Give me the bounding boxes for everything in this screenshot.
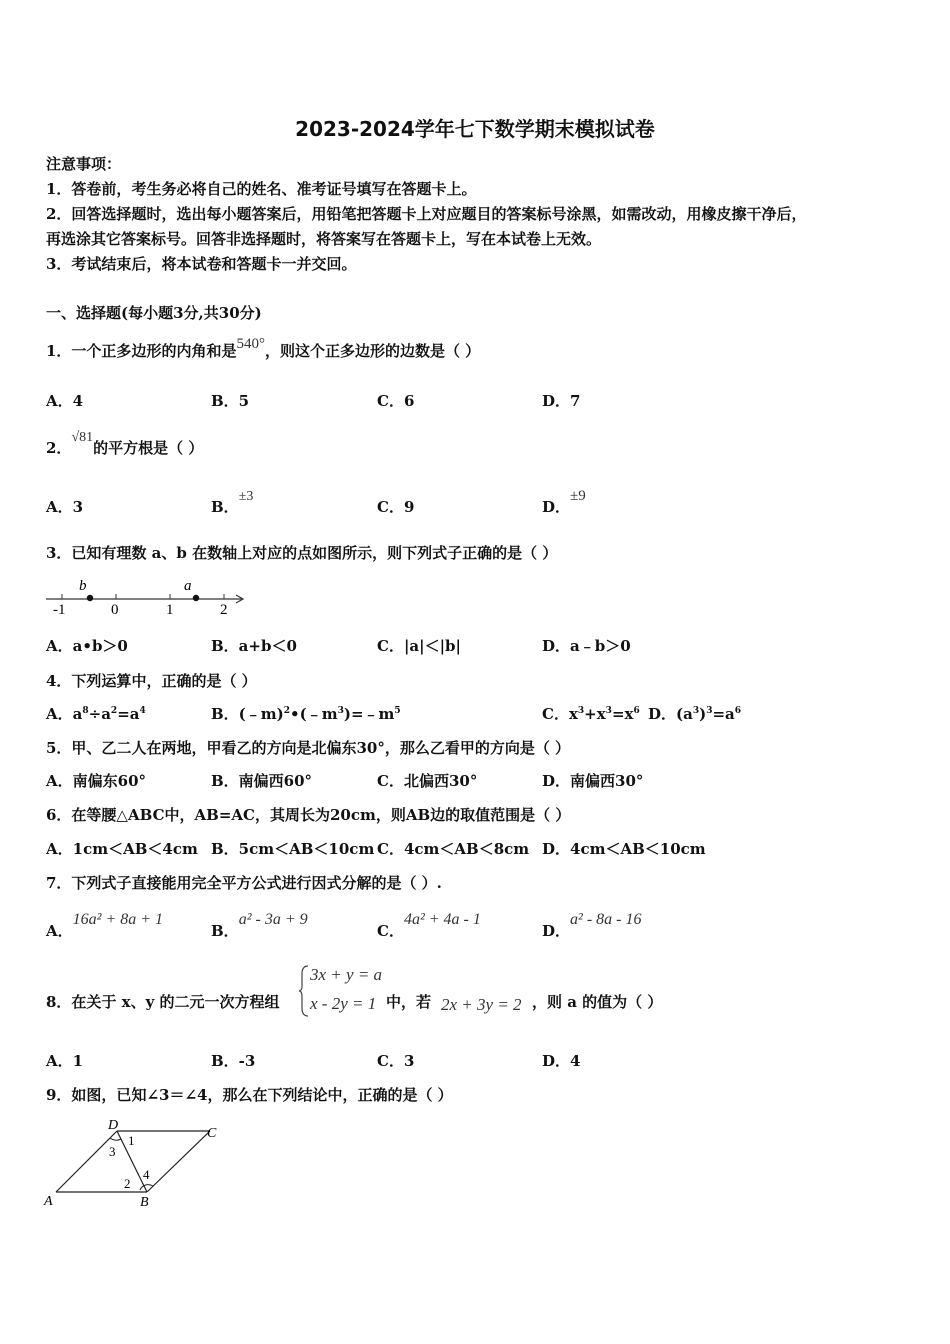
q4-b-text: )=﹣m [343, 705, 395, 723]
point-a [193, 595, 199, 601]
q4-c-exp: 6 [633, 706, 640, 716]
q7-c-math: 4a² + 4a - 1 [403, 911, 481, 928]
q4-a-text: A．a [46, 705, 83, 723]
q2-option-d[interactable] [542, 488, 586, 517]
q2-option-b-label: B． [211, 498, 239, 516]
question-4: 4．下列运算中，正确的是（ ） [46, 672, 257, 690]
page-title: 2023-2024学年七下数学期末模拟试卷 [295, 117, 655, 141]
q1-math: 540° [236, 336, 265, 352]
point-b-label: b [79, 578, 87, 594]
q4-c-text: C．x [542, 705, 578, 723]
q5-option-b[interactable]: B．南偏西60° [211, 772, 313, 790]
q2-option-b[interactable] [211, 489, 254, 517]
vertex-c-label: C [207, 1126, 217, 1141]
q7-d-math: a² - 8a - 16 [570, 911, 642, 928]
notice-item-1: 1．答卷前，考生务必将自己的姓名、准考证号填写在答题卡上。 [46, 180, 477, 198]
q7-option-b[interactable] [211, 911, 308, 941]
tick-label: 1 [166, 602, 174, 618]
q7-option-a[interactable] [46, 911, 164, 941]
q2-option-b-math: ±3 [238, 489, 254, 504]
q3-option-c[interactable]: C．|a|＜|b| [377, 637, 461, 655]
q4-d-text: ) [699, 705, 707, 723]
q8-stem-pre: 8．在关于 x、y 的二元一次方程组 [46, 993, 280, 1011]
q8-option-c[interactable]: C．3 [377, 1052, 415, 1070]
q8-condition: 2x + 3y = 2 [441, 995, 522, 1014]
q3-option-a[interactable]: A．a•b＞0 [46, 637, 128, 655]
vertex-a-label: A [44, 1194, 53, 1209]
question-3: 3．已知有理数 a、b 在数轴上对应的点如图所示，则下列式子正确的是（ ） [46, 544, 558, 562]
q8-stem-mid: 中，若 [386, 993, 432, 1011]
q4-d-exp: 3 [692, 706, 700, 716]
q6-option-a[interactable]: A．1cm＜AB＜4cm [46, 840, 198, 858]
q7-a-math: 16a² + 8a + 1 [72, 911, 164, 928]
q2-option-a[interactable]: A．3 [46, 498, 84, 516]
q7-option-d[interactable] [542, 911, 642, 941]
angle-3-label: 3 [109, 1144, 116, 1159]
q2-option-d-label: D． [542, 498, 571, 516]
q3-option-d[interactable]: D．a﹣b＞0 [542, 637, 631, 655]
tick-label: 0 [111, 602, 119, 618]
q4-b-exp: 5 [394, 706, 401, 716]
q8-stem-post: ，则 a 的值为（ ） [532, 993, 663, 1011]
q4-option-d[interactable] [648, 703, 741, 724]
q6-option-b[interactable]: B．5cm＜AB＜10cm [211, 840, 375, 858]
brace-icon [298, 964, 310, 1018]
question-6: 6．在等腰△ABC中，AB=AC，其周长为20cm，则AB边的取值范围是（ ） [46, 806, 571, 824]
q8-equation-1: 3x + y = a [310, 965, 383, 984]
q8-equation-2: x - 2y = 1 [310, 994, 377, 1013]
q4-b-exp: 3 [337, 706, 344, 716]
q4-a-exp: 4 [139, 706, 146, 716]
q7-option-c[interactable] [377, 911, 481, 941]
q4-b-text: •(﹣m [290, 705, 338, 723]
q4-option-b[interactable] [211, 703, 401, 724]
q2-math: √81 [71, 430, 94, 445]
question-7: 7．下列式子直接能用完全平方公式进行因式分解的是（ ）. [46, 874, 442, 892]
q4-c-text: +x [584, 705, 606, 723]
q4-a-text: =a [117, 705, 140, 723]
q1-option-c[interactable]: C．6 [377, 392, 415, 410]
q4-d-text: D．(a [648, 705, 693, 723]
angle-2-label: 2 [124, 1176, 131, 1191]
point-a-label: a [184, 578, 192, 594]
angle-1-label: 1 [128, 1133, 135, 1148]
q7-b-math: a² - 3a + 9 [238, 911, 308, 928]
q4-d-exp: 3 [706, 706, 713, 716]
q3-option-b[interactable]: B．a+b＜0 [211, 637, 297, 655]
notice-heading: 注意事项： [46, 155, 122, 173]
question-1 [46, 336, 481, 361]
q4-a-exp: 8 [82, 706, 89, 716]
q8-option-b[interactable]: B．-3 [211, 1052, 256, 1070]
q5-option-a[interactable]: A．南偏东60° [46, 772, 147, 790]
vertex-d-label: D [108, 1118, 119, 1133]
q1-option-a[interactable]: A．4 [46, 392, 84, 410]
q1-stem-pre: 1．一个正多边形的内角和是 [46, 342, 237, 360]
q2-stem-pre: 2． [46, 439, 72, 457]
q4-d-text: =a [712, 705, 735, 723]
q7-c-label: C． [377, 922, 404, 940]
q4-b-text: B．(﹣m) [211, 705, 284, 723]
q4-c-exp: 3 [605, 706, 612, 716]
q4-c-text: =x [611, 705, 634, 723]
q2-option-d-math: ±9 [570, 488, 586, 504]
q5-option-d[interactable]: D．南偏西30° [542, 772, 644, 790]
q2-option-c[interactable]: C．9 [377, 498, 415, 516]
notice-item-2b: 再选涂其它答案标号。回答非选择题时，将答案写在答题卡上，写在本试卷上无效。 [46, 230, 602, 248]
question-5: 5．甲、乙二人在两地，甲看乙的方向是北偏东30°，那么乙看甲的方向是（ ） [46, 739, 571, 757]
q6-option-d[interactable]: D．4cm＜AB＜10cm [542, 840, 706, 858]
q1-stem-post: ，则这个正多边形的边数是（ ） [264, 342, 481, 360]
q8-option-a[interactable]: A．1 [46, 1052, 84, 1070]
q7-b-label: B． [211, 922, 239, 940]
q4-d-exp: 6 [734, 706, 742, 716]
tick-label: 2 [220, 602, 228, 618]
q4-a-exp: 2 [110, 706, 118, 716]
q7-d-label: D． [542, 922, 571, 940]
q8-option-d[interactable]: D．4 [542, 1052, 581, 1070]
q6-option-c[interactable]: C．4cm＜AB＜8cm [377, 840, 530, 858]
q4-c-exp: 3 [577, 706, 585, 716]
q1-option-d[interactable]: D．7 [542, 392, 581, 410]
q1-option-b[interactable]: B．5 [211, 392, 250, 410]
q4-a-text: ÷a [88, 705, 111, 723]
vertex-b-label: B [140, 1195, 149, 1210]
point-b [87, 595, 93, 601]
q4-b-exp: 2 [283, 706, 291, 716]
q2-stem-post: 的平方根是（ ） [93, 439, 204, 457]
notice-item-2a: 2．回答选择题时，选出每小题答案后，用铅笔把答题卡上对应题目的答案标号涂黑，如需改动，用橡皮擦干净后， [46, 205, 807, 223]
q4-option-a[interactable] [46, 703, 146, 724]
q5-option-c[interactable]: C．北偏西30° [377, 772, 478, 790]
question-9: 9．如图，已知∠3＝∠4，那么在下列结论中，正确的是（ ） [46, 1086, 453, 1104]
q4-option-c[interactable] [542, 703, 640, 724]
section-heading: 一、选择题(每小题3分,共30分) [46, 304, 262, 322]
parallelogram-figure [40, 1112, 230, 1212]
angle-4-label: 4 [143, 1167, 150, 1182]
notice-item-3: 3．考试结束后，将本试卷和答题卡一并交回。 [46, 255, 357, 273]
number-line-figure [44, 574, 254, 622]
q7-a-label: A． [46, 922, 73, 940]
tick-label: -1 [53, 602, 66, 618]
question-2 [46, 430, 204, 458]
